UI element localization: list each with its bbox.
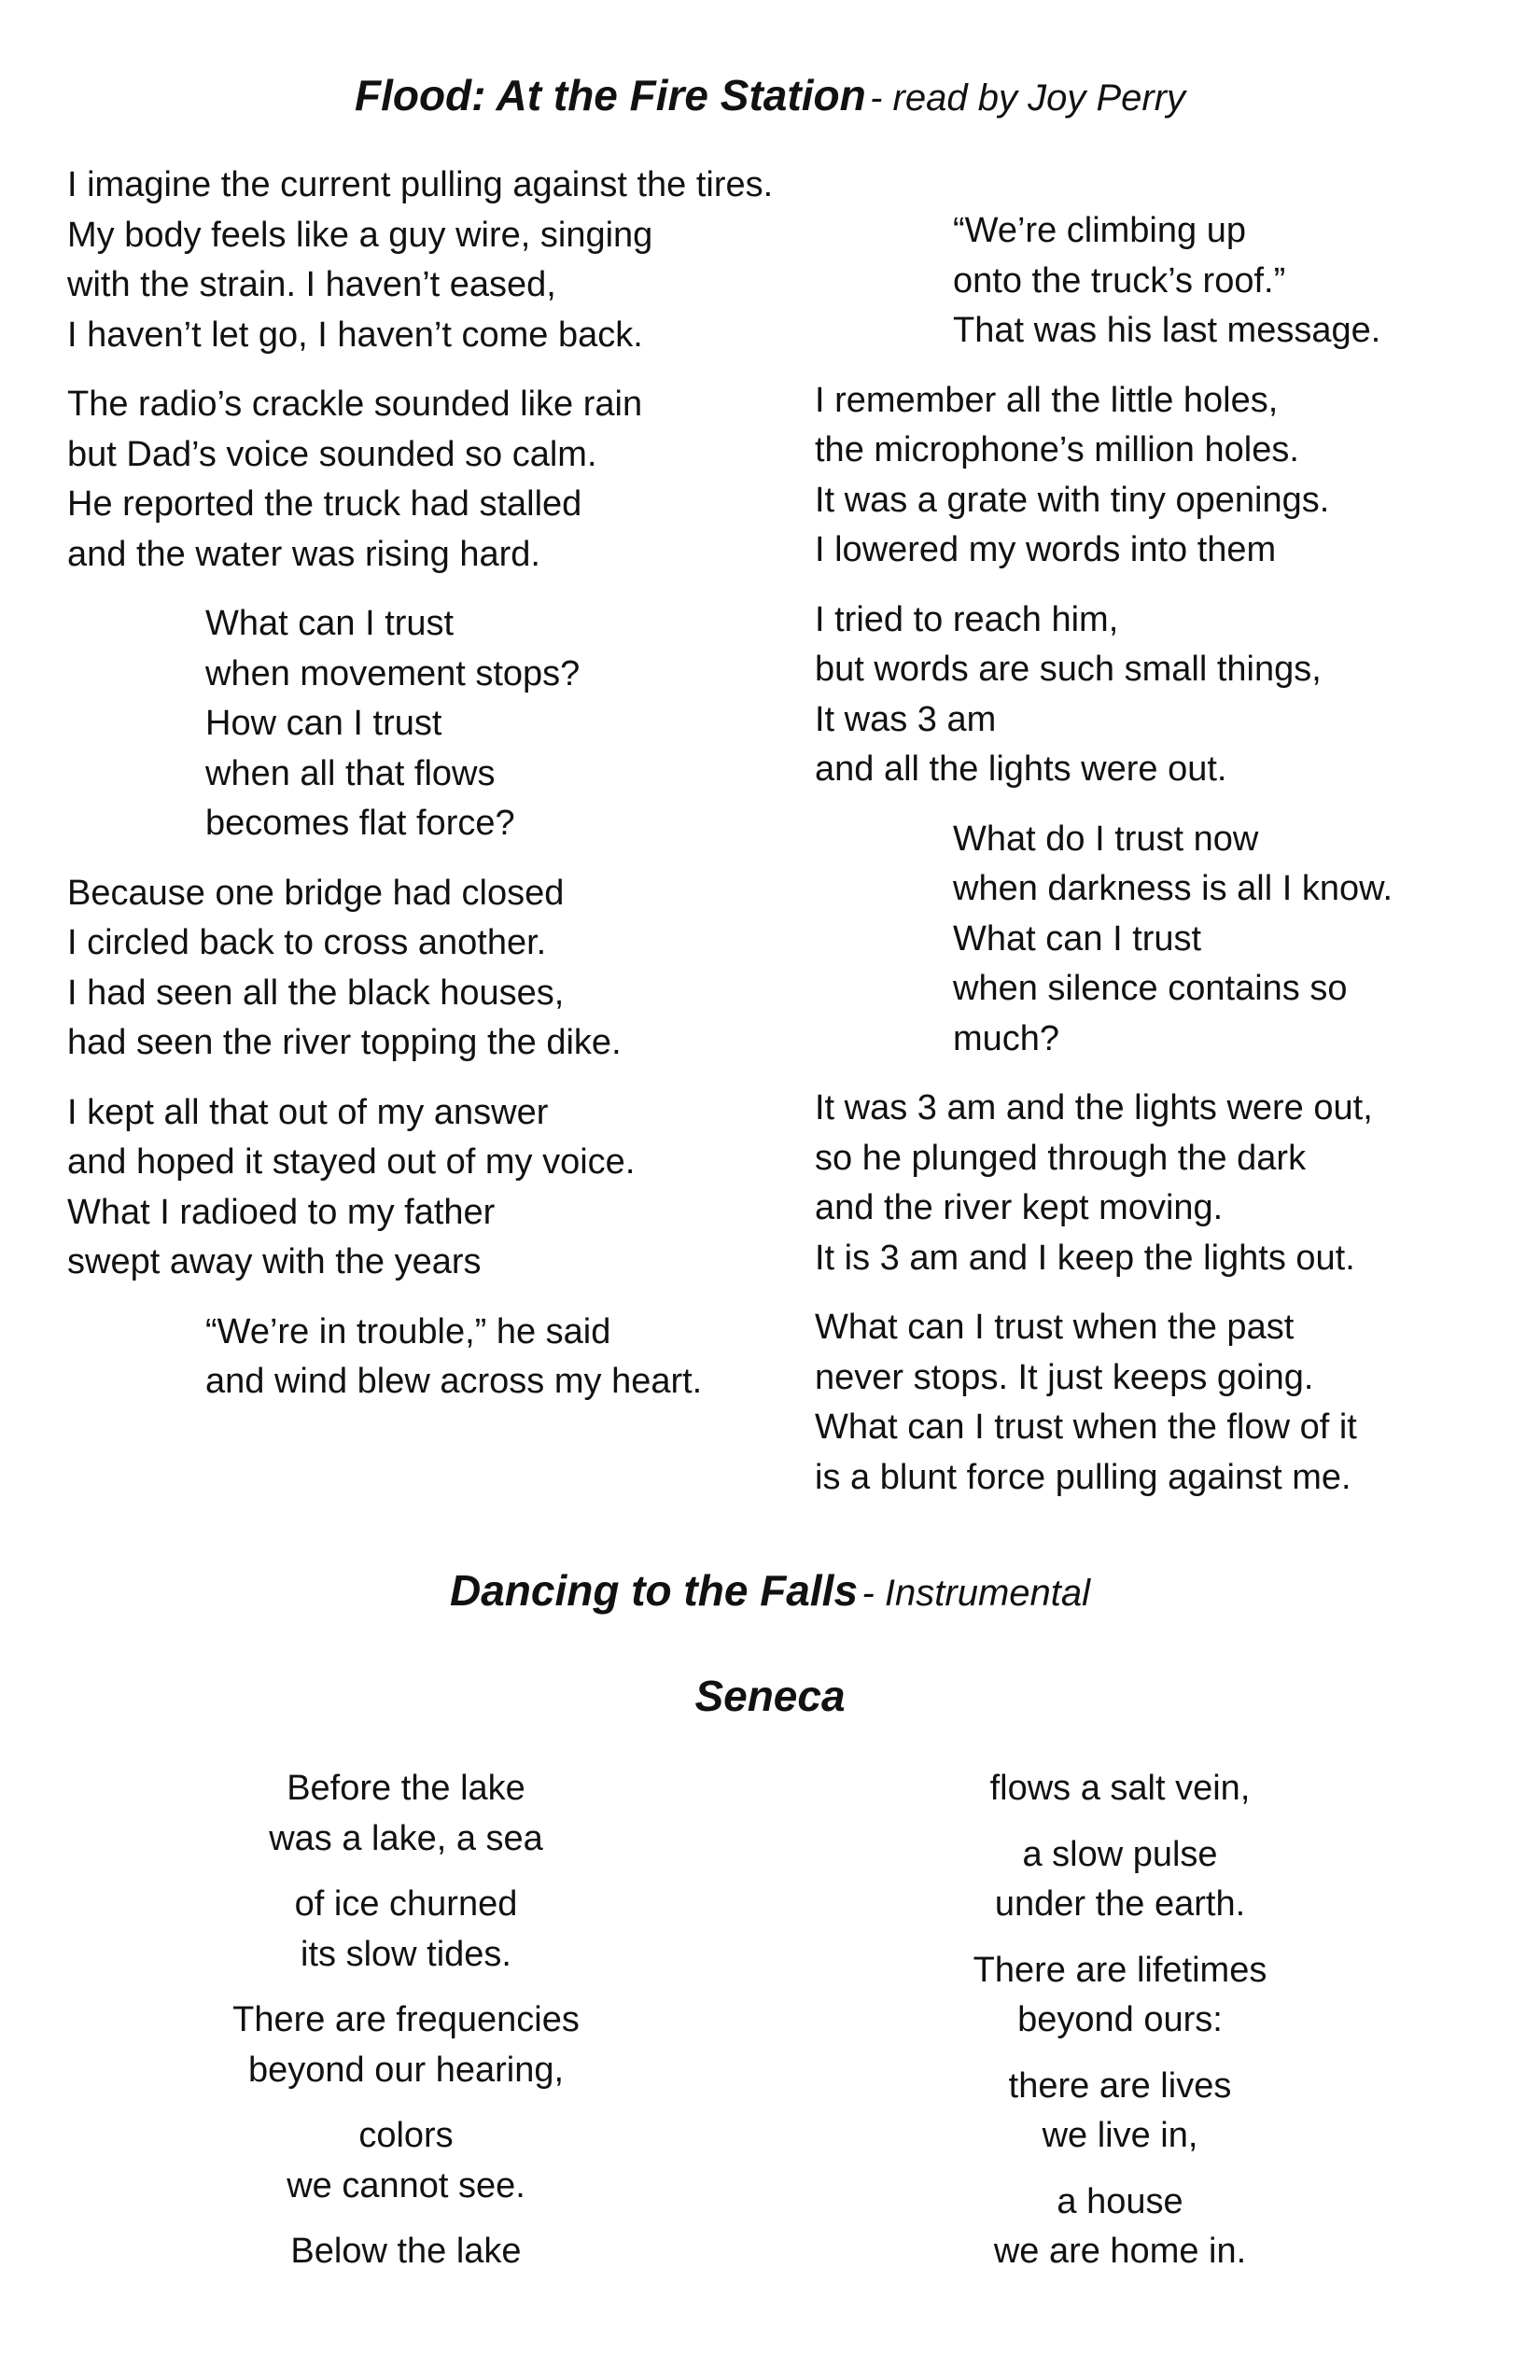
poem-line: never stops. It just keeps going. <box>815 1357 1314 1397</box>
stanza <box>815 376 1505 576</box>
poem-line: of ice churned <box>294 1884 518 1924</box>
poem-line: It was a grate with tiny openings. <box>815 480 1330 520</box>
poem-line: beyond ours: <box>1017 2000 1223 2039</box>
poem-line: under the earth. <box>994 1884 1246 1924</box>
poem-line: I circled back to cross another. <box>67 923 547 962</box>
poem-line: onto the truck’s roof.” <box>953 260 1286 301</box>
poem-line: and wind blew across my heart. <box>205 1362 703 1401</box>
poem-line: swept away with the years <box>67 1242 482 1281</box>
poem-line: Before the lake <box>287 1769 525 1808</box>
poem-line: and the water was rising hard. <box>67 534 540 574</box>
poem3-right-column <box>887 1764 1353 2293</box>
poem-line: Because one bridge had closed <box>67 873 565 913</box>
poem-line: becomes flat force? <box>205 804 515 843</box>
poem-line: colors <box>358 2116 454 2155</box>
poem-line: was a lake, a sea <box>269 1818 543 1858</box>
stanza <box>67 869 814 1069</box>
poem-line: its slow tides. <box>301 1934 511 1974</box>
poem-line: much? <box>953 1018 1060 1058</box>
poem-line: My body feels like a guy wire, singing <box>67 215 653 255</box>
poem-line: and the river kept moving. <box>815 1188 1224 1227</box>
poem-line: we cannot see. <box>287 2165 525 2205</box>
poem1-subtitle: - read by Joy Perry <box>870 77 1186 119</box>
stanza <box>173 2111 639 2211</box>
poem-line: a house <box>1057 2181 1183 2221</box>
stanza <box>205 1308 814 1407</box>
poem-line: Below the lake <box>290 2232 522 2271</box>
poem-line: I had seen all the black houses, <box>67 973 565 1013</box>
poem-line: but words are such small things, <box>815 650 1322 689</box>
poem3-title: Seneca <box>694 1672 846 1720</box>
poem-line: the microphone’s million holes. <box>815 430 1299 469</box>
stanza <box>887 2062 1353 2162</box>
poem-line: but Dad’s voice sounded so calm. <box>67 434 597 474</box>
poem-line: I remember all the little holes, <box>815 380 1279 420</box>
poem-line: It is 3 am and I keep the lights out. <box>815 1238 1355 1278</box>
poem-line: with the strain. I haven’t eased, <box>67 265 556 304</box>
poem-line: so he plunged through the dark <box>815 1138 1307 1178</box>
stanza <box>173 1880 639 1980</box>
poem-line: had seen the river topping the dike. <box>67 1023 622 1062</box>
poem-line: “We’re climbing up <box>953 211 1246 250</box>
poem3-left-column <box>173 1764 639 2293</box>
poem-line: That was his last message. <box>953 311 1381 350</box>
stanza <box>67 1088 814 1288</box>
stanza <box>815 595 1505 795</box>
poem-line: when darkness is all I know. <box>953 869 1393 908</box>
stanza <box>173 2227 639 2277</box>
stanza <box>887 1764 1353 1814</box>
poem-line: when movement stops? <box>205 653 581 693</box>
stanza <box>887 1830 1353 1930</box>
poem-line: when all that flows <box>205 753 496 793</box>
poem-line: What I radioed to my father <box>67 1192 496 1232</box>
poem-line: What do I trust now <box>953 819 1259 859</box>
poem2-subtitle: - Instrumental <box>861 1573 1091 1614</box>
poem-line: It was 3 am <box>815 699 997 739</box>
stanza <box>815 1303 1505 1503</box>
stanza <box>67 161 814 360</box>
poem-line: He reported the truck had stalled <box>67 484 582 524</box>
stanza <box>953 206 1505 357</box>
stanza <box>887 2177 1353 2277</box>
poem-line: beyond our hearing, <box>247 2050 565 2090</box>
stanza <box>173 1995 639 2095</box>
poem-line: when silence contains so <box>953 969 1348 1008</box>
poem-line: I haven’t let go, I haven’t come back. <box>67 315 643 355</box>
poem-line: and hoped it stayed out of my voice. <box>67 1142 636 1182</box>
stanza <box>887 1946 1353 2046</box>
stanza <box>67 380 814 580</box>
poem-line: a slow pulse <box>1022 1834 1218 1874</box>
poem-line: we live in, <box>1042 2116 1198 2155</box>
stanza <box>205 599 814 849</box>
poem-line: I tried to reach him, <box>815 599 1119 639</box>
poem1-heading <box>0 70 1540 120</box>
poem-line: “We’re in trouble,” he said <box>205 1311 611 1351</box>
poem1-right-column <box>815 206 1505 1522</box>
poem-line: The radio’s crackle sounded like rain <box>67 385 643 424</box>
poem-line: we are home in. <box>993 2232 1247 2271</box>
poem2-title: Dancing to the Falls <box>449 1566 859 1615</box>
poem-line: What can I trust when the past <box>815 1308 1295 1347</box>
stanza <box>173 1764 639 1864</box>
poem-line: What can I trust <box>205 604 455 643</box>
poem-line: What can I trust when the flow of it <box>815 1407 1357 1447</box>
poem-line: I kept all that out of my answer <box>67 1092 549 1132</box>
poem-line: There are frequencies <box>232 2000 580 2039</box>
poem-line: there are lives <box>1008 2065 1232 2106</box>
stanza <box>815 1084 1505 1283</box>
poem-line: How can I trust <box>205 704 442 743</box>
poem-line: flows a salt vein, <box>989 1769 1251 1808</box>
poem-line: I lowered my words into them <box>815 530 1277 569</box>
poem-line: What can I trust <box>953 918 1202 959</box>
poem1-left-column <box>67 161 814 1427</box>
poem-line: and all the lights were out. <box>815 749 1227 789</box>
poem-line: I imagine the current pulling against the tires. <box>67 165 774 204</box>
poem-line: It was 3 am and the lights were out, <box>815 1088 1373 1127</box>
poem2-heading <box>0 1565 1540 1616</box>
stanza <box>953 815 1505 1065</box>
poem3-heading <box>0 1671 1540 1721</box>
poem1-title: Flood: At the Fire Station <box>354 71 866 119</box>
poem-line: There are lifetimes <box>973 1950 1267 1990</box>
poem-line: is a blunt force pulling against me. <box>815 1457 1351 1497</box>
